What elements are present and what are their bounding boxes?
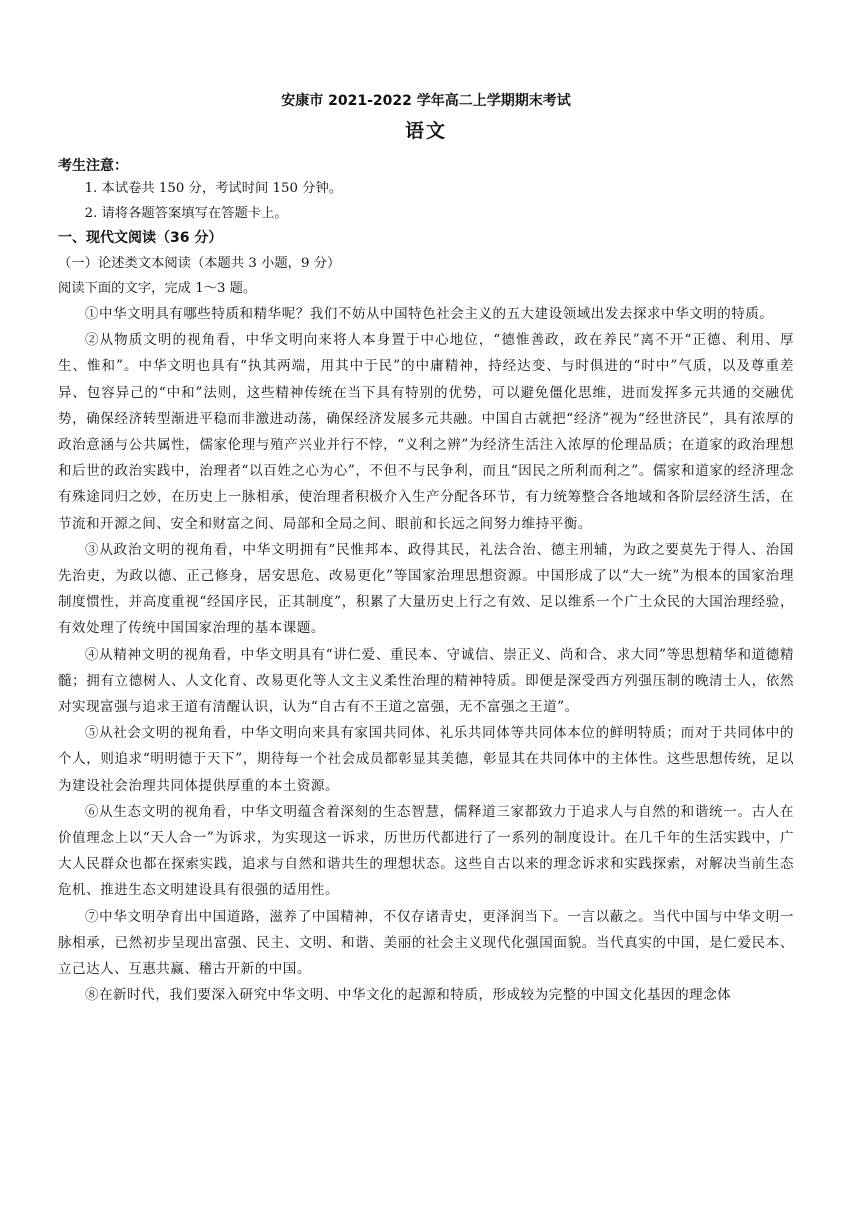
passage-paragraph-3: ③从政治文明的视角看，中华文明拥有“民惟邦本、政得其民，礼法合治、德主刑辅，为政之要莫先于得人、治国先治吏，为政以德、正己修身，居安思危、改易更化”等国家治理思想资源。中国形成了以“大一统”为根本的国家治理制度惯性，并高度重视“经国序民，正其制度”，积累了大量历史上行之有效、足以维系一个广土众民的大国治理经验，有效处理了传统中国国家治理的基本课题。: [58, 541, 794, 637]
notice-item: 2. 请将各题答案填写在答题卡上。: [84, 206, 288, 221]
reading-instruction: 阅读下面的文字，完成 1～3 题。: [58, 281, 257, 296]
section-subheading: （一）论述类文本阅读（本题共 3 小题，9 分）: [58, 256, 341, 271]
notice-heading: 考生注意：: [58, 158, 128, 174]
subject-title: 语文: [404, 120, 447, 142]
passage-paragraph-7: ⑦中华文明孕育出中国道路，滋养了中国精神，不仅存诸青史，更泽润当下。一言以蔽之。当代中国与中华文明一脉相承，已然初步呈现出富强、民主、文明、和谐、美丽的社会主义现代化强国面貌。当代真实的中国，是仁爱民本、立己达人、互惠共赢、稽古开新的中国。: [58, 908, 794, 978]
passage-paragraph-2: ②从物质文明的视角看，中华文明向来将人本身置于中心地位，“德惟善政，政在养民”离不开“正德、利用、厚生、惟和”。中华文明也具有“执其两端，用其中于民”的中庸精神，持经达变、与时俱进的“时中”气质，以及尊重差异、包容异己的“中和”法则，这些精神传统在当下具有特别的优势，可以避免僵化思维，进而发挥多元共通的交融优势，确保经济转型渐进平稳而非激进动荡，确保经济发展多元共融。中国自古就把“经济”视为“经世济民”，具有浓厚的政治意涵与公共属性，儒家伦理与殖产兴业并行不悖，“义利之辨”为经济生活注入浓厚的伦理品质；在道家的政治理想和后世的政治实践中，治理者“以百姓之心为心”，不但不与民争利，而且“因民之所利而利之”。儒家和道家的经济理念有殊途同归之妙，在历史上一脉相承，使治理者积极介入生产分配各环节，有力统筹整合各地域和各阶层经济生活，在节流和开源之间、安全和财富之间、局部和全局之间、眼前和长远之间努力维持平衡。: [58, 332, 794, 532]
page-content: [58, 90, 794, 1008]
notice-item: 1. 本试卷共 150 分，考试时间 150 分钟。: [84, 181, 343, 196]
passage-paragraph-5: ⑤从社会文明的视角看，中华文明向来具有家国共同体、礼乐共同体等共同体本位的鲜明特质；而对于共同体中的个人，则追求“明明德于天下”，期待每一个社会成员都彰显其美德，彰显其在共同体中的主体性。这些思想传统，足以为建设社会治理共同体提供厚重的本土资源。: [58, 725, 794, 794]
passage-paragraph-1: ①中华文明具有哪些特质和精华呢？我们不妨从中国特色社会主义的五大建设领域出发去探求中华文明的特质。: [85, 306, 774, 322]
passage-paragraph-8: ⑧在新时代，我们要深入研究中华文明、中华文化的起源和特质，形成较为完整的中国文化基因的理念体: [85, 987, 732, 1004]
exam-title: 安康市 2021-2022 学年高二上学期期末考试: [281, 93, 571, 109]
section-heading: 一、现代文阅读（36 分）: [58, 230, 223, 246]
passage-paragraph-4: ④从精神文明的视角看，中华文明具有“讲仁爱、重民本、守诚信、崇正义、尚和合、求大同”等思想精华和道德精髓；拥有立德树人、人文化育、改易更化等人文主义柔性治理的精神特质。即便是深受西方列强压制的晚清士人，依然对实现富强与追求王道有清醒认识，认为“自古有不王道之富强，无不富强之王道”。: [58, 646, 794, 716]
passage-paragraph-6: ⑥从生态文明的视角看，中华文明蕴含着深刻的生态智慧，儒释道三家都致力于追求人与自然的和谐统一。古人在价值理念上以“天人合一”为诉求，为实现这一诉求，历世历代都进行了一系列的制度设计。在几千年的生活实践中，广大人民群众也都在探索实践，追求与自然和谐共生的理想状态。这些自古以来的理念诉求和实践探索，对解决当前生态危机、推进生态文明建设具有很强的适用性。: [58, 803, 794, 899]
